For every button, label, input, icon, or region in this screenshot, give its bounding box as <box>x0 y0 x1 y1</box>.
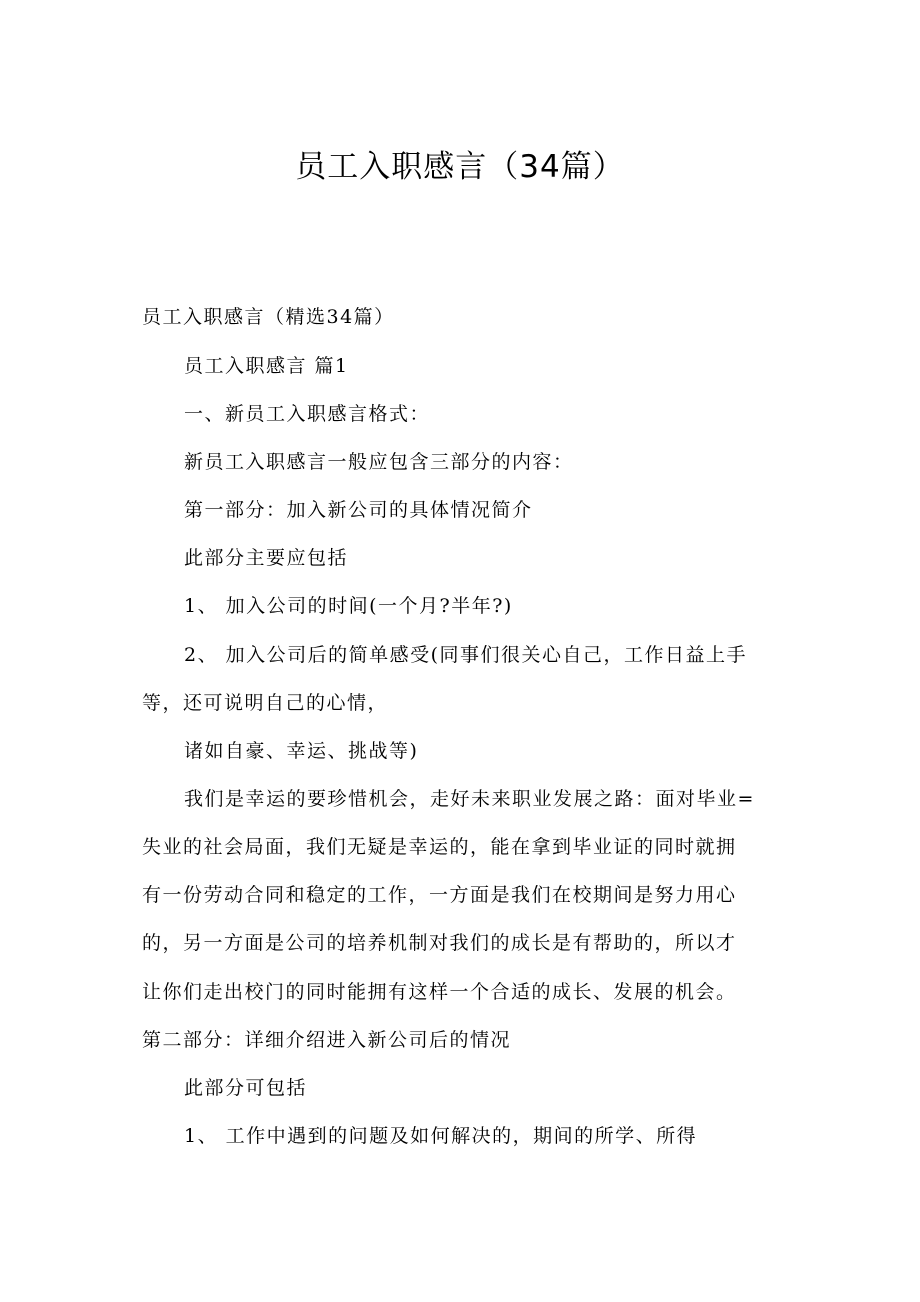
paragraph-line: 新员工入职感言一般应包含三部分的内容： <box>184 451 574 473</box>
paragraph-line: 第二部分：详细介绍进入新公司后的情况 <box>142 1029 512 1051</box>
paragraph-line: 此部分主要应包括 <box>184 547 349 569</box>
paragraph-line: 有一份劳动合同和稳定的工作，一方面是我们在校期间是努力用心 <box>142 884 737 906</box>
document-title: 员工入职感言（34篇） <box>295 149 625 185</box>
paragraph-line: 失业的社会局面，我们无疑是幸运的，能在拿到毕业证的同时就拥 <box>142 836 737 858</box>
paragraph-line: 的，另一方面是公司的培养机制对我们的成长是有帮助的，所以才 <box>142 932 737 954</box>
paragraph-line: 1、 工作中遇到的问题及如何解决的，期间的所学、所得 <box>184 1125 698 1147</box>
paragraph-line: 诸如自豪、幸运、挑战等) <box>184 740 419 762</box>
paragraph-line: 2、 加入公司后的简单感受(同事们很关心自己，工作日益上手 <box>184 644 748 666</box>
paragraph-line: 此部分可包括 <box>184 1077 308 1099</box>
paragraph-line: 一、新员工入职感言格式： <box>184 403 431 425</box>
paragraph-line: 1、 加入公司的时间(一个月?半年?) <box>184 595 513 617</box>
paragraph-line: 我们是幸运的要珍惜机会，走好未来职业发展之路：面对毕业= <box>184 788 755 810</box>
paragraph-line: 等，还可说明自己的心情， <box>142 692 389 714</box>
paragraph-line: 第一部分：加入新公司的具体情况简介 <box>184 499 533 521</box>
section-heading: 员工入职感言 篇1 <box>184 355 349 377</box>
paragraph-line: 让你们走出校门的同时能拥有这样一个合适的成长、发展的机会。 <box>142 981 737 1003</box>
subtitle-line: 员工入职感言（精选34篇） <box>142 306 395 328</box>
